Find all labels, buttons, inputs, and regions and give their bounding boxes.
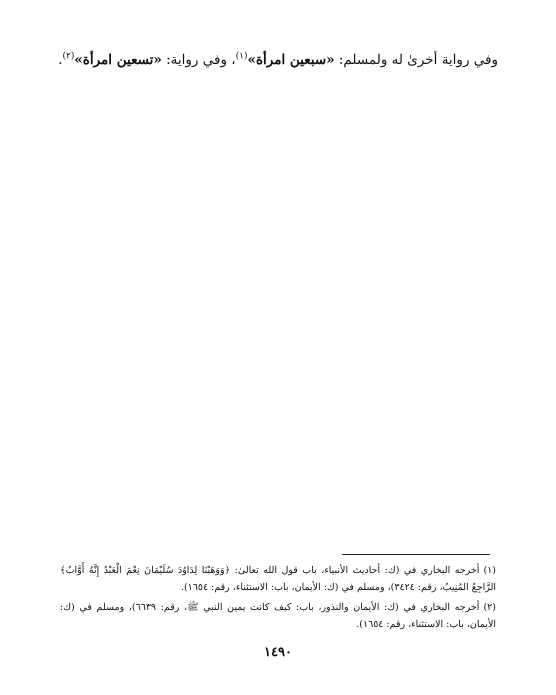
quote-seventy-women: «سبعين امرأة» [247,51,335,68]
footnote-text: أخرجه البخاري في (ك: الأيمان والنذور، باب: كيف كانت يمين النبي ﷺ، رقم: ٦٦٣٩)، ومسلم في (ك: الأيمان، باب: الاستثناء، رقم: ١٦٥٤). [60,602,496,630]
footnote-1 [60,562,496,596]
intro-text: وفي رواية أخرىٰ له ولمسلم: [334,51,498,68]
footnote-ref-2[interactable]: (٢) [62,51,75,61]
footnote-ref-1[interactable]: (١) [235,51,248,61]
footnotes-section [60,562,496,636]
end-punctuation: . [58,51,63,68]
quote-ninety-women: «تسعين امرأة» [74,51,162,68]
footnote-number: (١) [483,565,496,576]
footnote-number: (٢) [483,602,496,613]
main-paragraph [58,44,498,76]
footnote-divider [342,554,490,555]
footnote-2 [60,599,496,633]
middle-text: ، وفي رواية: [161,51,236,68]
footnote-text: أخرجه البخاري في (ك: أحاديث الأنبياء، باب قول الله تعالىٰ: ﴿وَوَهَبْنَا لِدَاوُدَ سُلَيْمَانَ نِعْمَ الْعَبْدُ إِنَّهُ أَوَّابٌ﴾ الرَّاجِعُ المُنِيبُ، رقم: ٣٤٢٤)، ومسلم في (ك: الأيمان، باب: الاستثناء، رقم: ١٦٥٤). [60,565,496,593]
page-number: ١٤٩٠ [264,645,292,660]
